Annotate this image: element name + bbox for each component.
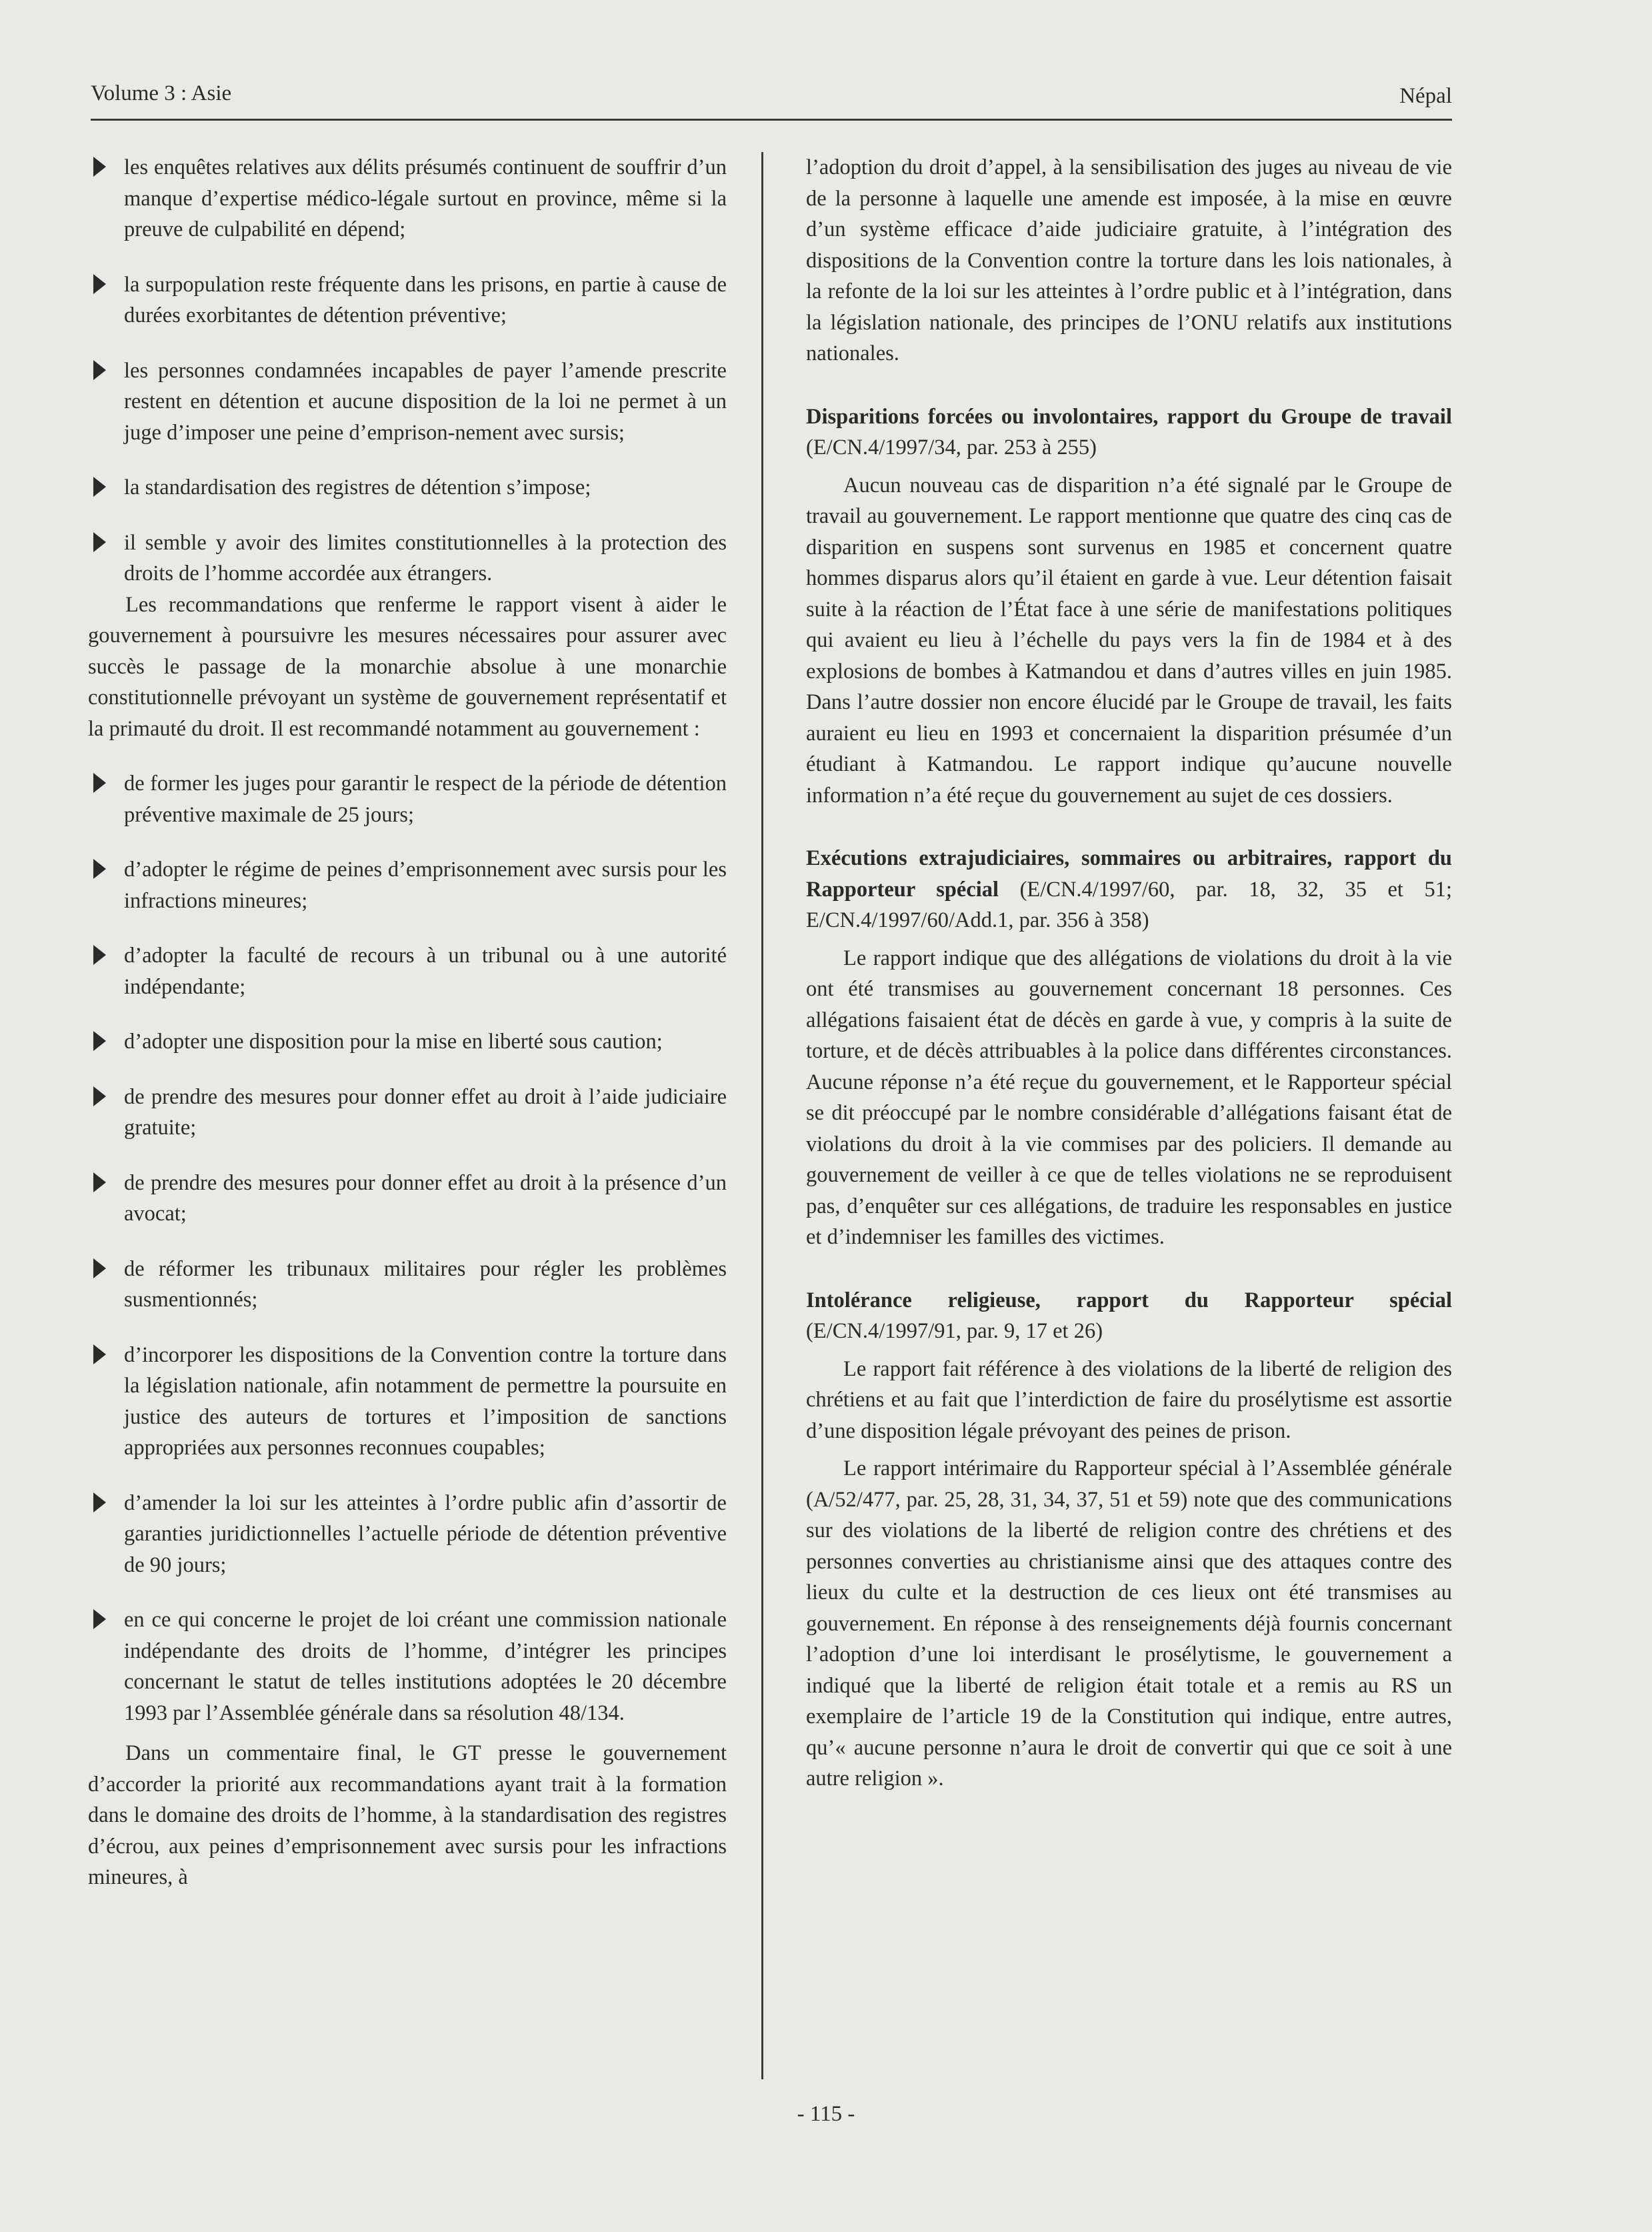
bullet-item [88, 1604, 727, 1729]
section-paragraph: Le rapport fait référence à des violations de la liberté de religion des chrétiens et au fait que l’interdiction de faire du prosélytisme est assortie d’une disposition légale prévoyant des peines de prison. [806, 1356, 1452, 1443]
bullet-text: de prendre des mesures pour donner effet au droit à la présence d’un avocat; [124, 1170, 727, 1226]
bullet-text: de former les juges pour garantir le respect de la période de détention préventive maximale de 25 jours; [124, 772, 727, 827]
bullet-item [88, 768, 727, 830]
left-column [88, 152, 727, 1893]
bullet-item [88, 1254, 727, 1316]
bullet-text: d’incorporer les dispositions de la Convention contre la torture dans la législation nationale, afin notamment de permettre la poursuite en justice des auteurs de tortures et l’imposition de sanctions appropriées aux personnes reconnues coupables; [124, 1342, 727, 1460]
bullet-arrow-icon [93, 1492, 106, 1512]
heading-title: Disparitions forcées ou involontaires, rapport du Groupe de travail [806, 404, 1452, 429]
bullet-text: d’adopter la faculté de recours à un tribunal ou à une autorité indépendante; [124, 944, 727, 999]
bullet-arrow-icon [93, 477, 106, 497]
bullet-text: d’adopter le régime de peines d’emprisonnement avec sursis pour les infractions mineures; [124, 858, 727, 913]
bullet-text: les enquêtes relatives aux délits présumés continuent de souffrir d’un manque d’expertise médico-légale surtout en province, même si la preuve de culpabilité en dépend; [124, 155, 727, 241]
bullet-arrow-icon [93, 1086, 106, 1106]
bullet-item [88, 472, 727, 503]
bullet-arrow-icon [93, 1031, 106, 1051]
bullet-arrow-icon [93, 859, 106, 879]
bullet-text: les personnes condamnées incapables de payer l’amende prescrite restent en détention et aucune disposition de la loi ne permet à un juge d’imposer une peine d’emprison-nement avec sursis; [124, 358, 727, 445]
section-heading-intolerance [806, 1285, 1452, 1347]
bullet-text: de réformer les tribunaux militaires pour régler les problèmes susmentionnés; [124, 1256, 727, 1312]
bullet-text: d’adopter une disposition pour la mise en liberté sous caution; [124, 1030, 663, 1054]
bullet-item [88, 854, 727, 916]
bullet-text: la standardisation des registres de détention s’impose; [124, 475, 591, 499]
bullet-text: la surpopulation reste fréquente dans les prisons, en partie à cause de durées exorbitantes de détention préventive; [124, 272, 727, 327]
bullet-item [88, 940, 727, 1002]
page-header [91, 79, 1452, 121]
bullet-arrow-icon [93, 1172, 106, 1192]
bullet-item [88, 355, 727, 449]
bullet-arrow-icon [93, 274, 106, 294]
header-volume: Volume 3 : Asie [91, 81, 232, 105]
bullet-text: de prendre des mesures pour donner effet au droit à l’aide judiciaire gratuite; [124, 1084, 727, 1140]
section-paragraph: Le rapport indique que des allégations de violations du droit à la vie ont été transmises au gouvernement concernant 18 personnes. Ces allégations faisaient état de décès en garde à vue, y compris à la suite de torture, et de décès attribuables à la police dans différentes circonstances. Aucune réponse n’a été reçue du gouvernement, et le Rapporteur spécial se dit préoccupé par le nombre considérable d’allégations faisant état de violations du droit à la vie commises par des policiers. Il demande au gouvernement de veiller à ce que de telles violations ne se reproduisent pas, d’enquêter sur ces allégations, de traduire les responsables en justice et d’indemniser les familles des victimes. [806, 946, 1452, 1249]
bullet-item [88, 1488, 727, 1581]
bullet-item [88, 1168, 727, 1230]
bullet-text: il semble y avoir des limites constitutionnelles à la protection des droits de l’homme accordée aux étrangers. [124, 530, 727, 586]
section-heading-executions [806, 843, 1452, 936]
bullet-arrow-icon [93, 157, 106, 177]
heading-reference: (E/CN.4/1997/34, par. 253 à 255) [806, 435, 1097, 459]
heading-reference: (E/CN.4/1997/60, par. 18, 32, 35 et 51; E/CN.4/1997/60/Add.1, par. 356 à 358) [806, 877, 1452, 932]
bullet-item [88, 527, 727, 590]
bullet-text: en ce qui concerne le projet de loi créant une commission nationale indépendante des droits de l’homme, d’intégrer les principes concernant le statut de telles institutions adoptées le 20 décembre 1993 par l’Assemblée générale dans sa résolution 48/134. [124, 1608, 727, 1725]
bullet-arrow-icon [93, 1344, 106, 1364]
bullet-arrow-icon [93, 360, 106, 380]
bullet-arrow-icon [93, 945, 106, 965]
recommendations-paragraph: Les recommandations que renferme le rapport visent à aider le gouvernement à poursuivre les mesures nécessaires pour assurer avec succès le passage de la monarchie absolue à une monarchie constitutionnelle prévoyant un système de gouvernement représentatif et la primauté du droit. Il est recommandé notamment au gouvernement : [88, 592, 727, 741]
column-divider [761, 152, 763, 2079]
bullet-text: d’amender la loi sur les atteintes à l’ordre public afin d’assortir de garanties juridictionnelles l’actuelle période de détention préventive de 90 jours; [124, 1490, 727, 1577]
section-paragraph: Aucun nouveau cas de disparition n’a été signalé par le Groupe de travail au gouvernement. Le rapport mentionne que quatre des cinq cas de disparition en suspens sont survenus en 1985 et concernent quatre hommes disparus alors qu’il étaient en garde à vue. Leur détention faisait suite à la réaction de l’État face à une série de manifestations politiques qui avaient eu lieu à l’échelle du pays vers la fin de 1984 et à des explosions de bombes à Katmandou et dans d’autres villes en juin 1985. Dans l’autre dossier non encore élucidé par le Groupe de travail, les faits auraient eu lieu en 1993 et concernaient la disparition présumée d’un étudiant à Katmandou. Le rapport indique qu’aucune nouvelle information n’a été reçue du gouvernement au sujet de ces dossiers. [806, 473, 1452, 808]
right-column [806, 152, 1452, 1795]
bullet-item [88, 152, 727, 245]
bullet-item [88, 1340, 727, 1464]
bullet-arrow-icon [93, 773, 106, 793]
final-comment-paragraph: Dans un commentaire final, le GT presse le gouvernement d’accorder la priorité aux recommandations ayant trait à la formation dans le domaine des droits de l’homme, à la standardisation des registres d’écrou, aux peines d’emprisonnement avec sursis pour les infractions mineures, à [88, 1741, 727, 1889]
page-number: - 115 - [797, 2102, 855, 2126]
header-country: Népal [1399, 84, 1452, 108]
heading-reference: (E/CN.4/1997/91, par. 9, 17 et 26) [806, 1319, 1103, 1343]
bullet-item [88, 1026, 727, 1058]
bullet-arrow-icon [93, 1258, 106, 1278]
heading-title: Exécutions extrajudiciaires, sommaires ou arbitraires, rapport du Rapporteur spécial [806, 846, 1452, 902]
continued-paragraph: l’adoption du droit d’appel, à la sensibilisation des juges au niveau de vie de la personne à laquelle une amende est imposée, à la mise en œuvre d’un système efficace d’aide judiciaire gratuite, à l’intégration des dispositions de la Convention contre la torture dans les lois nationales, à la refonte de la loi sur les atteintes à l’ordre public et à l’intégration, dans la législation nationale, des principes de l’ONU relatifs aux institutions nationales. [806, 155, 1452, 365]
bullet-item [88, 269, 727, 331]
section-paragraph: Le rapport intérimaire du Rapporteur spécial à l’Assemblée générale (A/52/477, par. 25, 28, 31, 34, 37, 51 et 59) note que des communications sur des violations de la liberté de religion contre des chrétiens et des personnes converties au christianisme ainsi que des attaques contre des lieux du culte et la destruction de ces lieux ont été transmises au gouvernement. En réponse à des renseignements déjà fournis concernant l’adoption d’une loi interdisant le prosélytisme, le gouvernement a indiqué que la liberté de religion était totale et a remis au RS un exemplaire de l’article 19 de la Constitution qui indique, entre autres, qu’« aucune personne n’aura le droit de convertir qui que ce soit à une autre religion ». [806, 1456, 1452, 1791]
section-heading-disparitions [806, 401, 1452, 463]
bullet-item [88, 1082, 727, 1144]
bullet-arrow-icon [93, 532, 106, 552]
heading-title: Intolérance religieuse, rapport du Rapporteur spécial [806, 1288, 1452, 1312]
bullet-arrow-icon [93, 1609, 106, 1629]
